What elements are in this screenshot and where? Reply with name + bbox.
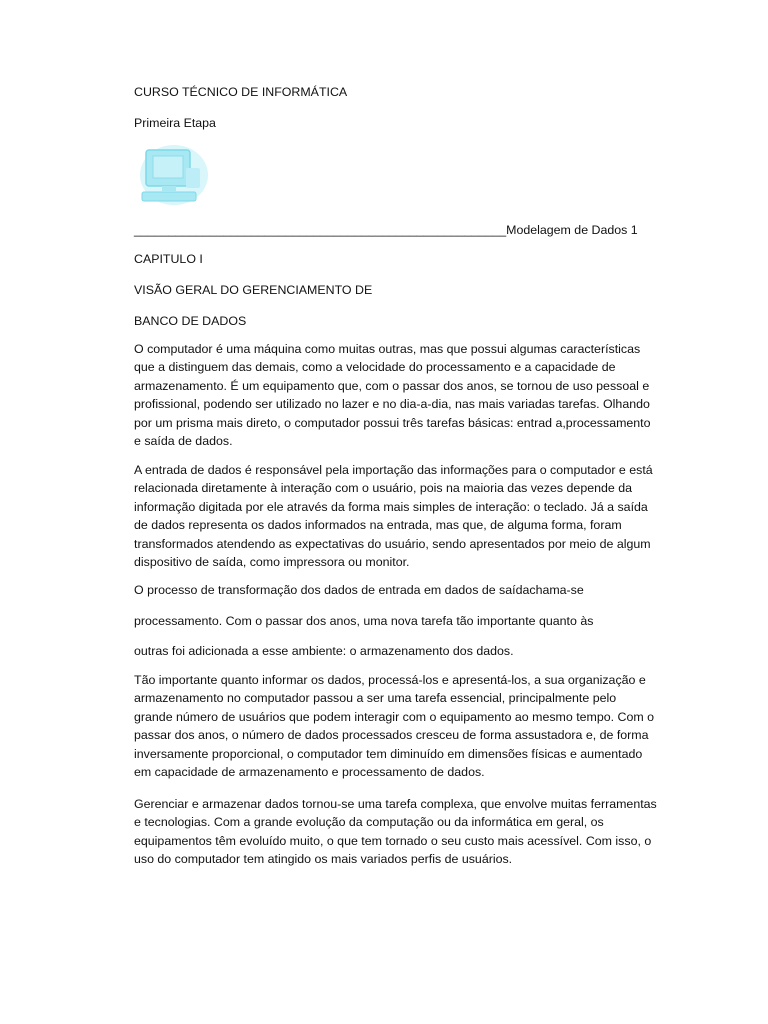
paragraph-4: processamento. Com o passar dos anos, uma nova tarefa tão importante quanto às bbox=[134, 614, 594, 628]
paragraph-7 bbox=[134, 795, 657, 869]
heading-line-1: VISÃO GERAL DO GERENCIAMENTO DE bbox=[134, 283, 373, 297]
paragraph-line: que a distinguem das demais, como a velocidade do processamento e a capacidade de bbox=[134, 360, 616, 375]
heading-line-2: BANCO DE DADOS bbox=[134, 314, 247, 328]
paragraph-line: armazenamento no computador passou a ser uma tarefa essencial, principalmente pelo bbox=[134, 691, 617, 706]
paragraph-line: e tecnologias. Com a grande evolução da computação ou da informática em geral, os bbox=[134, 815, 604, 830]
paragraph-line: O computador é uma máquina como muitas outras, mas que possui algumas características bbox=[134, 342, 641, 356]
paragraph-line: Tão importante quanto informar os dados, processá-los e apresentá-los, a sua organização e bbox=[134, 673, 646, 687]
stage-label: Primeira Etapa bbox=[134, 116, 216, 130]
paragraph-line: equipamentos têm evoluído muito, o que tem tornado o seu custo mais acessível. Com isso, o bbox=[134, 833, 652, 848]
chapter-label: CAPITULO I bbox=[134, 252, 203, 266]
paragraph-line: relacionada diretamente à interação com o usuário, pois na maioria das vezes depende da bbox=[134, 481, 632, 496]
computer-icon bbox=[134, 142, 210, 208]
paragraph-2 bbox=[134, 461, 653, 571]
paragraph-line: armazenamento. É um equipamento que, com o passar dos anos, se tornou de uso pessoal e bbox=[134, 378, 650, 393]
paragraph-line: grande número de usuários que podem interagir com o equipamento ao mesmo tempo. Com o bbox=[134, 709, 655, 724]
paragraph-line: dispositivo de saída, como impressora ou monitor. bbox=[134, 555, 410, 570]
header-rule: ______________________________________________________ bbox=[134, 223, 507, 237]
paragraph-line: A entrada de dados é responsável pela importação das informações para o computador e está bbox=[134, 463, 653, 477]
paragraph-line: passar dos anos, o número de dados processados cresceu de forma assustadora e, de forma bbox=[134, 728, 649, 743]
paragraph-line: em capacidade de armazenamento e processamento de dados. bbox=[134, 765, 485, 780]
module-label: Modelagem de Dados 1 bbox=[506, 223, 638, 237]
course-title: CURSO TÉCNICO DE INFORMÁTICA bbox=[134, 85, 348, 99]
paragraph-line: de dados representa os dados informados na entrada, mas que, de alguma forma, foram bbox=[134, 518, 622, 533]
paragraph-line: inversamente proporcional, o computador tem diminuído em dimensões físicas e aumentado bbox=[134, 746, 643, 761]
paragraph-line: e saída de dados. bbox=[134, 434, 233, 449]
paragraph-6 bbox=[134, 671, 655, 781]
header-rule-line bbox=[134, 223, 638, 237]
paragraph-line: profissional, podendo ser utilizado no lazer e no dia-a-dia, nas mais variadas tarefas. Olhando bbox=[134, 397, 650, 412]
paragraph-line: informação digitada por ele através da forma mais simples de interação: o teclado. Já a saída bbox=[134, 499, 648, 514]
paragraph-1 bbox=[134, 340, 651, 450]
paragraph-line: Gerenciar e armazenar dados tornou-se uma tarefa complexa, que envolve muitas ferramentas bbox=[134, 797, 657, 811]
paragraph-line: transformados atendendo as expectativas do usuário, sendo apresentados por meio de algum bbox=[134, 536, 651, 551]
paragraph-line: uso do computador tem atingido os mais variados perfis de usuários. bbox=[134, 852, 513, 867]
paragraph-5: outras foi adicionada a esse ambiente: o armazenamento dos dados. bbox=[134, 644, 514, 658]
paragraph-3: O processo de transformação dos dados de entrada em dados de saídachama-se bbox=[134, 583, 584, 597]
paragraph-line: por um prisma mais direto, o computador possui três tarefas básicas: entrad a,processamento bbox=[134, 415, 651, 430]
